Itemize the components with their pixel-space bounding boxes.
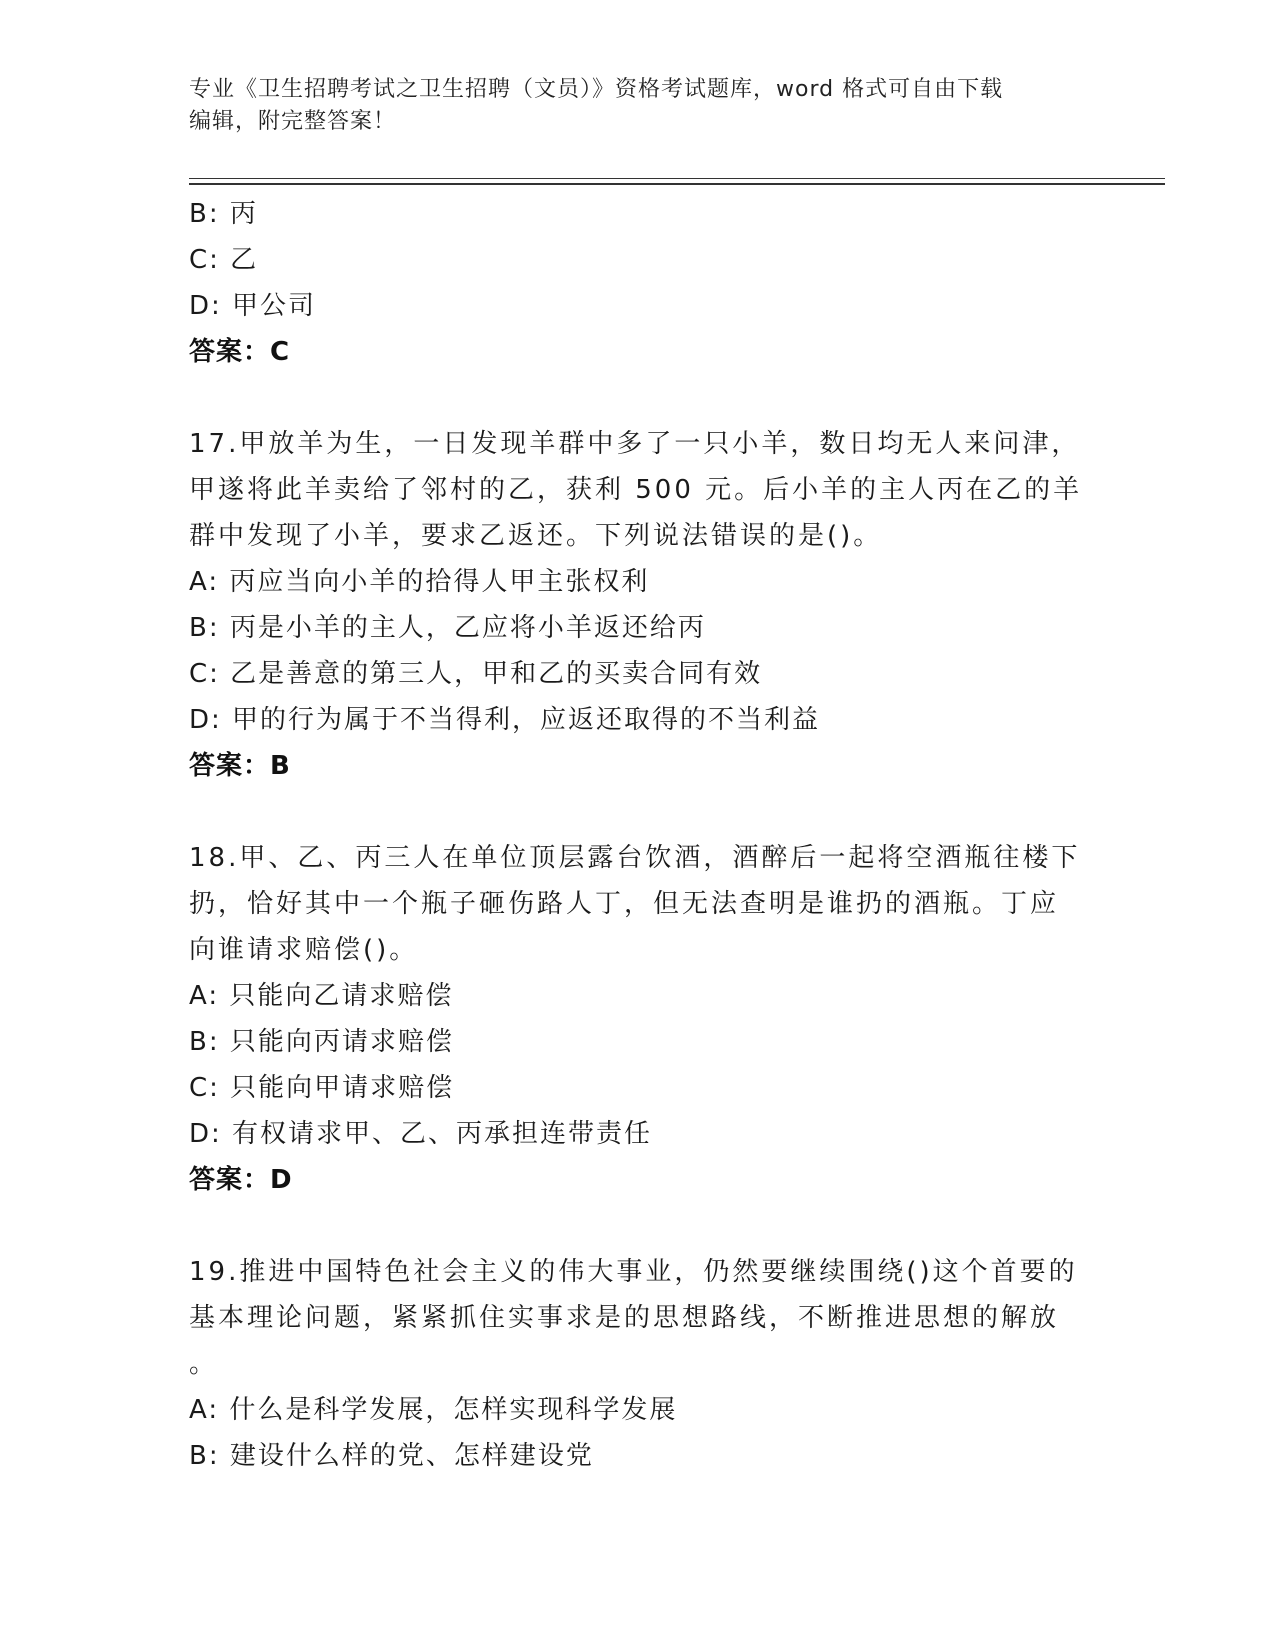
question-17	[189, 421, 1089, 789]
question-stem	[189, 421, 1089, 559]
option-d: D: 甲公司	[189, 291, 317, 321]
answer-label: 答案：B	[189, 751, 291, 781]
option-c: C: 乙是善意的第三人，甲和乙的买卖合同有效	[189, 659, 763, 689]
question-19	[189, 1249, 1089, 1479]
stem-line: 基本理论问题，紧紧抓住实事求是的思想路线，不断推进思想的解放	[189, 1303, 1060, 1333]
stem-line: 甲遂将此羊卖给了邻村的乙，获利 500 元。后小羊的主人丙在乙的羊	[189, 475, 1083, 505]
option-d: D: 甲的行为属于不当得利，应返还取得的不当利益	[189, 705, 821, 735]
question-list	[189, 191, 1089, 1479]
option-a: A: 什么是科学发展，怎样实现科学发展	[189, 1395, 678, 1425]
spacer	[189, 789, 1089, 835]
stem-line: 18.甲、乙、丙三人在单位顶层露台饮酒，酒醉后一起将空酒瓶往楼下	[189, 843, 1081, 873]
stem-line: 19.推进中国特色社会主义的伟大事业，仍然要继续围绕()这个首要的	[189, 1257, 1078, 1287]
option-b: B: 只能向丙请求赔偿	[189, 1027, 454, 1057]
stem-line: 17.甲放羊为生，一日发现羊群中多了一只小羊，数日均无人来问津，	[189, 429, 1081, 459]
option-a: A: 丙应当向小羊的拾得人甲主张权利	[189, 567, 650, 597]
spacer	[189, 1203, 1089, 1249]
stem-line: 扔，恰好其中一个瓶子砸伤路人丁，但无法查明是谁扔的酒瓶。丁应	[189, 889, 1060, 919]
spacer	[189, 375, 1089, 421]
question-stem	[189, 835, 1089, 973]
header-divider-thin	[189, 178, 1165, 179]
answer-label: 答案：D	[189, 1165, 293, 1195]
question-16-tail	[189, 191, 1089, 375]
option-b: B: 丙	[189, 199, 258, 229]
header-divider-thick	[189, 183, 1165, 185]
question-18	[189, 835, 1089, 1203]
header-line-1: 专业《卫生招聘考试之卫生招聘（文员）》资格考试题库，word 格式可自由下载	[189, 77, 1004, 102]
answer-label: 答案：C	[189, 337, 291, 367]
option-d: D: 有权请求甲、乙、丙承担连带责任	[189, 1119, 653, 1149]
question-stem	[189, 1249, 1089, 1387]
document-header	[189, 74, 1089, 138]
stem-line: 群中发现了小羊，要求乙返还。下列说法错误的是()。	[189, 521, 883, 551]
option-c: C: 乙	[189, 245, 259, 275]
option-b: B: 丙是小羊的主人，乙应将小羊返还给丙	[189, 613, 706, 643]
stem-line: 向谁请求赔偿()。	[189, 935, 419, 965]
stem-line: 。	[189, 1349, 219, 1379]
option-b: B: 建设什么样的党、怎样建设党	[189, 1441, 594, 1471]
option-c: C: 只能向甲请求赔偿	[189, 1073, 455, 1103]
option-a: A: 只能向乙请求赔偿	[189, 981, 454, 1011]
header-line-2: 编辑，附完整答案！	[189, 109, 397, 134]
